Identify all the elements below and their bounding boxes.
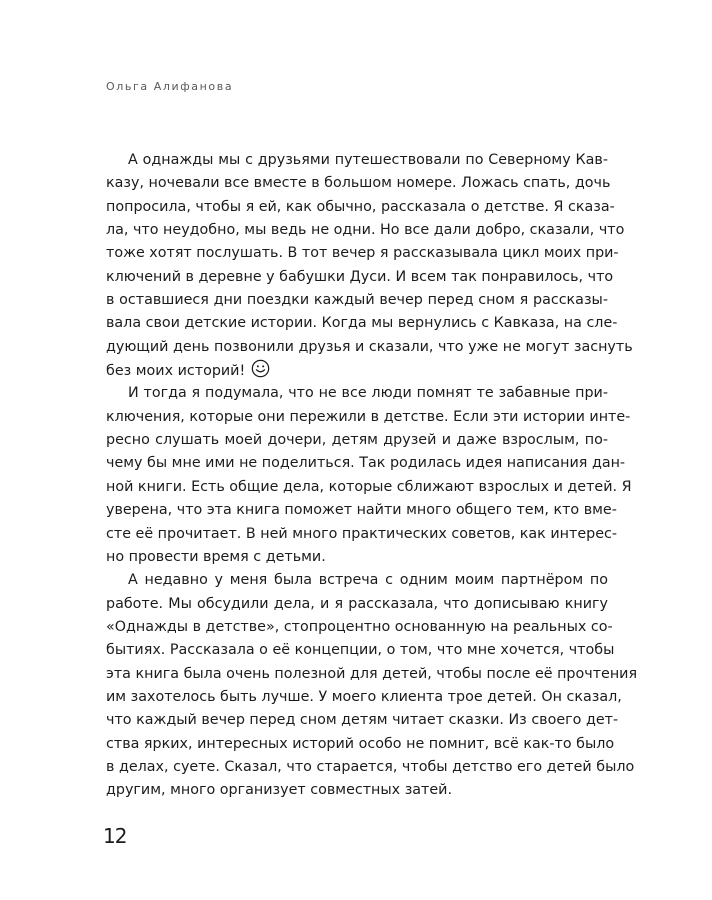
text-line: работе. Мы обсудили дела, и я рассказала, что дописываю книгу xyxy=(106,595,608,612)
text-line: что каждый вечер перед сном детям читает сказки. Из своего дет- xyxy=(106,712,619,729)
text-line: эта книга была очень полезной для детей, чтобы после её прочтения xyxy=(106,665,638,682)
text-line: но провести время с детьми. xyxy=(106,548,326,565)
text-line: ства ярких, интересных историй особо не помнит, всё как-то было xyxy=(106,735,615,752)
text-line: ной книги. Есть общие дела, которые сближают взрослых и детей. Я xyxy=(106,478,632,495)
text-line: ла, что неудобно, мы ведь не одни. Но все дали добро, сказали, что xyxy=(106,222,625,239)
text-line: в оставшиеся дни поездки каждый вечер перед сном я рассказы- xyxy=(106,292,608,309)
text-line: тоже хотят послушать. В тот вечер я рассказывала цикл моих при- xyxy=(106,245,619,262)
text-line: сте её прочитает. В ней много практических советов, как интерес- xyxy=(106,525,618,542)
text-line: чему бы мне ими не поделиться. Так родилась идея написания дан- xyxy=(106,455,626,472)
text-line: в делах, суете. Сказал, что старается, чтобы детство его детей было xyxy=(106,758,635,775)
text-line: дующий день позвонили друзья и сказали, что уже не могут заснуть xyxy=(106,338,633,355)
text-line-with-smiley xyxy=(106,359,608,382)
text-line: другим, много организует совместных затей. xyxy=(106,782,453,799)
page-number: 12 xyxy=(103,824,127,848)
text-line: ключения, которые они пережили в детстве. Если эти истории инте- xyxy=(106,408,631,425)
text-line: А недавно у меня была встреча с одним моим партнёром по xyxy=(128,572,608,589)
text-line: «Однажды в детстве», стопроцентно основанную на реальных со- xyxy=(106,618,613,635)
text-line: попросила, чтобы я ей, как обычно, рассказала о детстве. Я сказа- xyxy=(106,198,615,215)
body-text xyxy=(106,149,638,803)
text-line: ключений в деревне у бабушки Дуси. И всем так понравилось, что xyxy=(106,268,614,285)
text-line: бытиях. Рассказала о её концепции, о том, что мне хочется, чтобы xyxy=(106,642,615,659)
running-head-author: Ольга Алифанова xyxy=(106,80,234,93)
text-line: И тогда я подумала, что не все люди помнят те забавные при- xyxy=(128,385,608,402)
text-line: вала свои детские истории. Когда мы вернулись с Кавказа, на сле- xyxy=(106,315,618,332)
text-line-text: без моих историй! xyxy=(106,363,246,380)
text-line: им захотелось быть лучше. У моего клиента трое детей. Он сказал, xyxy=(106,688,622,705)
text-line: А однажды мы с друзьями путешествовали по Северному Кав- xyxy=(128,152,608,168)
text-line: казу, ночевали все вместе в большом номере. Ложась спать, дочь xyxy=(106,175,611,192)
text-line: уверена, что эта книга поможет найти много общего тем, кто вме- xyxy=(106,502,617,519)
text-line: ресно слушать моей дочери, детям друзей и даже взрослым, по- xyxy=(106,432,608,449)
